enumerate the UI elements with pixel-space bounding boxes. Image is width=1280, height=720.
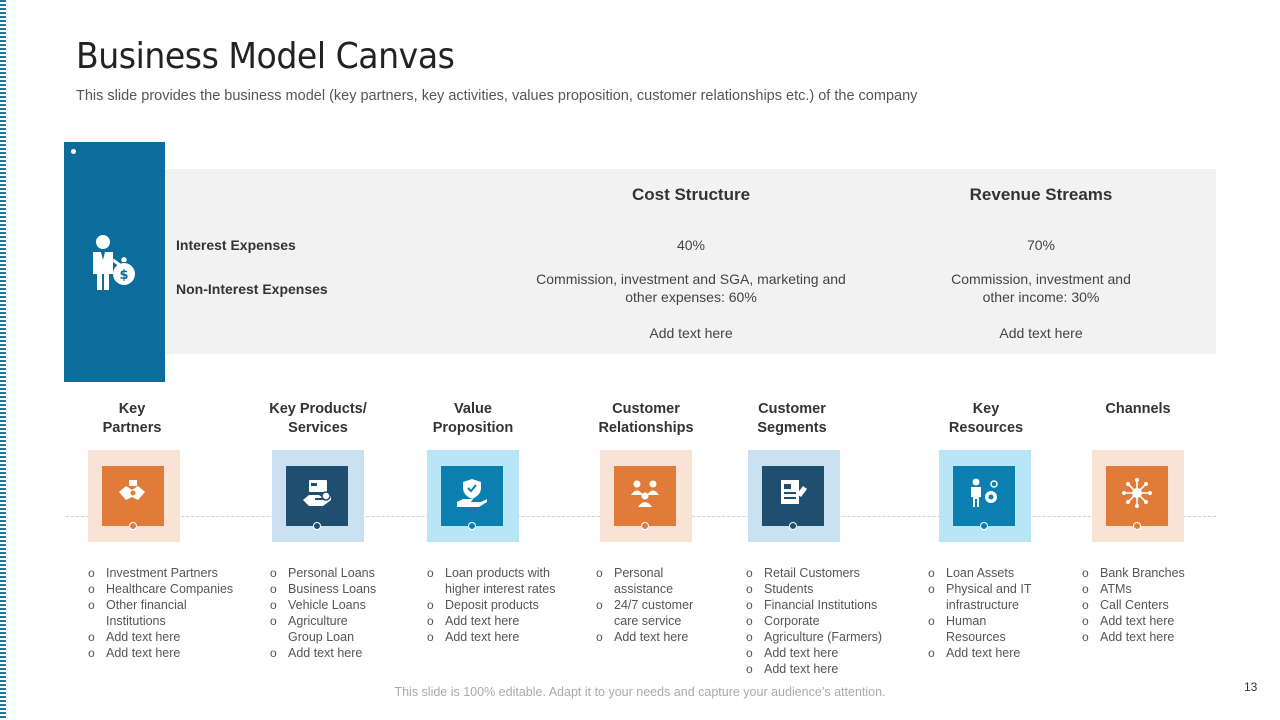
page-number: 13 [1244, 680, 1258, 694]
handshake-icon [102, 466, 164, 526]
cell-revenue-add-text: Add text here [999, 325, 1083, 341]
list-item: o Add text here [88, 629, 238, 645]
icon-box [748, 450, 840, 542]
list-item: o Bank Branches [1082, 565, 1222, 581]
list-item: o Loan products with higher interest rates [427, 565, 560, 597]
list-item: o ATMs [1082, 581, 1222, 597]
section-title: Key Partners [102, 401, 162, 436]
section-title: Channels [1105, 401, 1171, 417]
list-item: o Students [746, 581, 886, 597]
list-item: o Loan Assets [928, 565, 1038, 581]
icon-box [939, 450, 1031, 542]
list-item: o Add text here [88, 645, 238, 661]
list-item: o Human Resources [928, 613, 1016, 645]
bullet-list [270, 565, 390, 661]
person-gear-icon [953, 466, 1015, 526]
bullet-list [1082, 565, 1222, 645]
list-item: o Physical and IT infrastructure [928, 581, 1036, 613]
cell-interest-revenue: 70% [1026, 237, 1056, 253]
list-item: o Personal assistance [596, 565, 674, 597]
svg-text:$: $ [119, 268, 129, 283]
list-item: o Add text here [746, 661, 886, 677]
network-hub-icon [1106, 466, 1168, 526]
list-item: o Add text here [596, 629, 706, 645]
icon-dot [641, 522, 649, 530]
cell-cost-add-text: Add text here [649, 325, 733, 341]
row-label-non-interest-expenses: Non-Interest Expenses [176, 281, 328, 297]
list-item: o Corporate [746, 613, 886, 629]
column-header-cost-structure: Cost Structure [631, 185, 751, 204]
icon-box [427, 450, 519, 542]
list-item: o Add text here [427, 629, 562, 645]
list-item: o Personal Loans [270, 565, 390, 581]
section-title: Customer Relationships [598, 401, 694, 436]
list-item: o Add text here [427, 613, 562, 629]
list-item: o Financial Institutions [746, 597, 886, 613]
page-subtitle: This slide provides the business model (key partners, key activities, values proposition, customer relationships etc.) of the company [76, 88, 918, 104]
list-item: o Agriculture (Farmers) [746, 629, 886, 645]
panel-dot [71, 149, 76, 154]
list-item: o Call Centers [1082, 597, 1222, 613]
bullet-list [596, 565, 706, 645]
hand-card-icon [286, 466, 348, 526]
list-item: o Business Loans [270, 581, 390, 597]
list-item: o Other financial Institutions [88, 597, 216, 629]
row-label-interest-expenses: Interest Expenses [176, 237, 296, 253]
section-title: Value Proposition [432, 401, 514, 436]
icon-box [600, 450, 692, 542]
icon-dot [980, 522, 988, 530]
bullet-list [928, 565, 1038, 661]
section-title: Customer Segments [757, 401, 827, 436]
list-item: o Vehicle Loans [270, 597, 390, 613]
people-network-icon [614, 466, 676, 526]
cell-non-interest-revenue: Commission, investment and other income: 30% [951, 271, 1131, 305]
list-item: o Add text here [270, 645, 390, 661]
column-header-revenue-streams: Revenue Streams [969, 185, 1113, 204]
section-title: Key Resources [948, 401, 1024, 436]
list-item: o Agriculture Group Loan [270, 613, 366, 645]
list-item: o Add text here [746, 645, 886, 661]
section-title: Key Products/ Services [269, 401, 367, 436]
icon-box [272, 450, 364, 542]
bullet-list [746, 565, 886, 677]
icon-dot [1133, 522, 1141, 530]
footer-note: This slide is 100% editable. Adapt it to your needs and capture your audience’s attention. [394, 685, 886, 699]
list-item: o Add text here [1082, 629, 1222, 645]
decorative-left-border [0, 0, 6, 720]
cell-interest-cost: 40% [676, 237, 706, 253]
list-item: o Add text here [1082, 613, 1222, 629]
icon-dot [129, 522, 137, 530]
list-item: o Add text here [928, 645, 1038, 661]
icon-box [1092, 450, 1184, 542]
summary-icon-panel [64, 142, 165, 382]
list-item: o 24/7 customer care service [596, 597, 699, 629]
icon-dot [468, 522, 476, 530]
bullet-list [88, 565, 238, 661]
hand-shield-icon [441, 466, 503, 526]
icon-dot [313, 522, 321, 530]
document-chart-icon [762, 466, 824, 526]
list-item: o Healthcare Companies [88, 581, 238, 597]
icon-dot [789, 522, 797, 530]
page-title: Business Model Canvas [76, 36, 455, 77]
icon-box [88, 450, 180, 542]
cell-non-interest-cost: Commission, investment and SGA, marketing and other expenses: 60% [536, 271, 846, 305]
list-item: o Deposit products [427, 597, 562, 613]
bullet-list [427, 565, 562, 645]
list-item: o Retail Customers [746, 565, 886, 581]
businessman-money-bag-icon [89, 232, 139, 292]
list-item: o Investment Partners [88, 565, 238, 581]
